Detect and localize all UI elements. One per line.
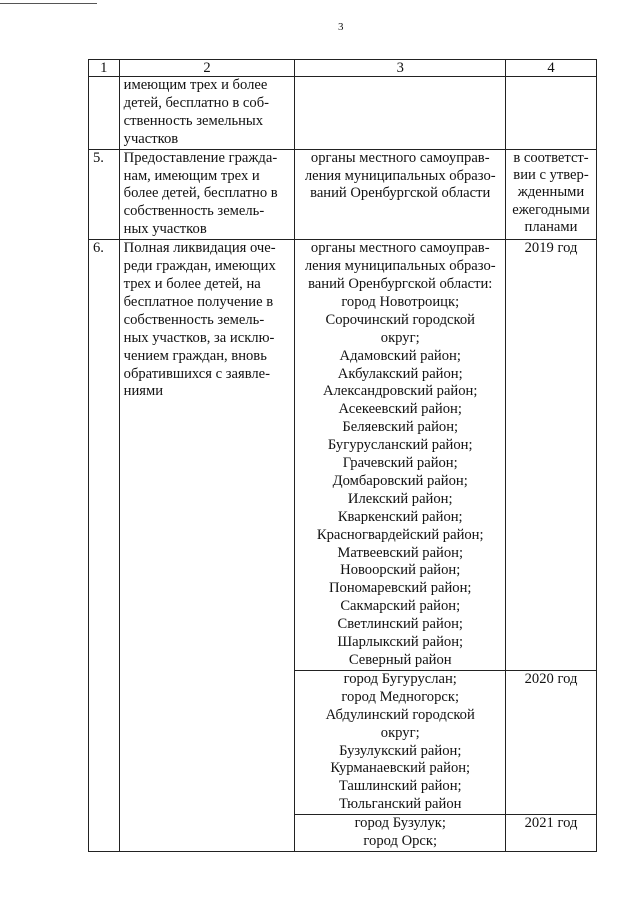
term-cell: 2021 год — [506, 815, 597, 852]
row-number-cell — [89, 77, 120, 150]
column-header-1: 1 — [89, 60, 120, 77]
row-number-cell: 6. — [89, 240, 120, 852]
row-number-cell: 5. — [89, 149, 120, 240]
executor-cell — [295, 77, 506, 150]
term-cell: 2020 год — [506, 670, 597, 814]
column-header-4: 4 — [506, 60, 597, 77]
executor-cell: город Бугуруслан; город Медногорск; Абдулинский городской округ; Бузулукский район; Курманаевский район; Ташлинский район; Тюльганский район — [295, 670, 506, 814]
term-cell: в соответст- вии с утвер- жденными ежегодными планами — [506, 149, 597, 240]
term-cell — [506, 77, 597, 150]
executor-cell: город Бузулук; город Орск; — [295, 815, 506, 852]
measure-name-cell: Полная ликвидация оче- реди граждан, имеющих трех и более детей, на бесплатное получение в собственность земель- ных участков, за исклю- чением граждан, вновь обратившихся с заявле- ниями — [119, 240, 295, 852]
executor-cell: органы местного самоуправ- ления муниципальных образо- ваний Оренбургской области — [295, 149, 506, 240]
page-number: 3 — [338, 21, 344, 33]
program-table — [88, 59, 597, 852]
column-header-2: 2 — [119, 60, 295, 77]
table-row-continuation — [89, 77, 597, 150]
term-cell: 2019 год — [506, 240, 597, 671]
table-row-6 — [89, 240, 597, 671]
table-header-row — [89, 60, 597, 77]
measure-name-cell: имеющим трех и более детей, бесплатно в соб- ственность земельных участков — [119, 77, 295, 150]
corner-rule — [0, 3, 97, 4]
column-header-3: 3 — [295, 60, 506, 77]
measure-name-cell: Предоставление гражда- нам, имеющим трех и более детей, бесплатно в собственность земель- ных участков — [119, 149, 295, 240]
table-row-5 — [89, 149, 597, 240]
executor-cell: органы местного самоуправ- ления муниципальных образо- ваний Оренбургской области: город Новотроицк; Сорочинский городской округ; Адамовский район; Акбулакский район; Александровский район; Асекеевский район; Беляевский район; Бугурусланский район; Грачевский район; Домбаровский район; Илекский район; Кваркенский район; Красногвардейский район; Матвеевский район; Новоорский район; Пономаревский район; Сакмарский район; Светлинский район; Шарлыкский район; Северный район — [295, 240, 506, 671]
